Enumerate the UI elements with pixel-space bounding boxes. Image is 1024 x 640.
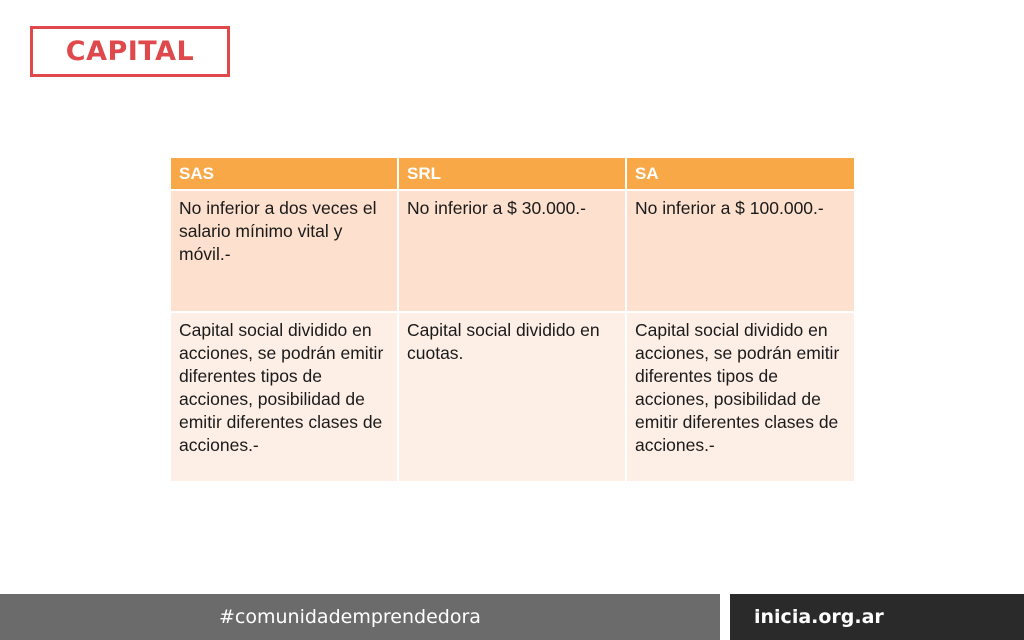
cell-srl-division: Capital social dividido en cuotas.	[398, 312, 626, 482]
table-row	[171, 312, 854, 482]
comparison-table	[171, 158, 854, 483]
cell-srl-minimum: No inferior a $ 30.000.-	[398, 190, 626, 312]
cell-sa-division: Capital social dividido en acciones, se podrán emitir diferentes tipos de acciones, posibilidad de emitir diferentes clases de acciones.-	[626, 312, 854, 482]
title-box	[30, 26, 230, 77]
header-sas: SAS	[171, 158, 398, 190]
cell-sa-minimum: No inferior a $ 100.000.-	[626, 190, 854, 312]
header-srl: SRL	[398, 158, 626, 190]
cell-sas-minimum: No inferior a dos veces el salario mínimo vital y móvil.-	[171, 190, 398, 312]
footer-hashtag-bar	[0, 594, 720, 640]
footer-site-bar	[730, 594, 1024, 640]
footer-site-link[interactable]: inicia.org.ar	[754, 606, 884, 628]
footer-hashtag: #comunidademprendedora	[219, 606, 481, 628]
cell-sas-division: Capital social dividido en acciones, se podrán emitir diferentes tipos de acciones, posibilidad de emitir diferentes clases de acciones.-	[171, 312, 398, 482]
table-header-row	[171, 158, 854, 190]
page-title: CAPITAL	[65, 36, 195, 67]
comparison-table-wrapper	[171, 158, 854, 483]
header-sa: SA	[626, 158, 854, 190]
table-row	[171, 190, 854, 312]
